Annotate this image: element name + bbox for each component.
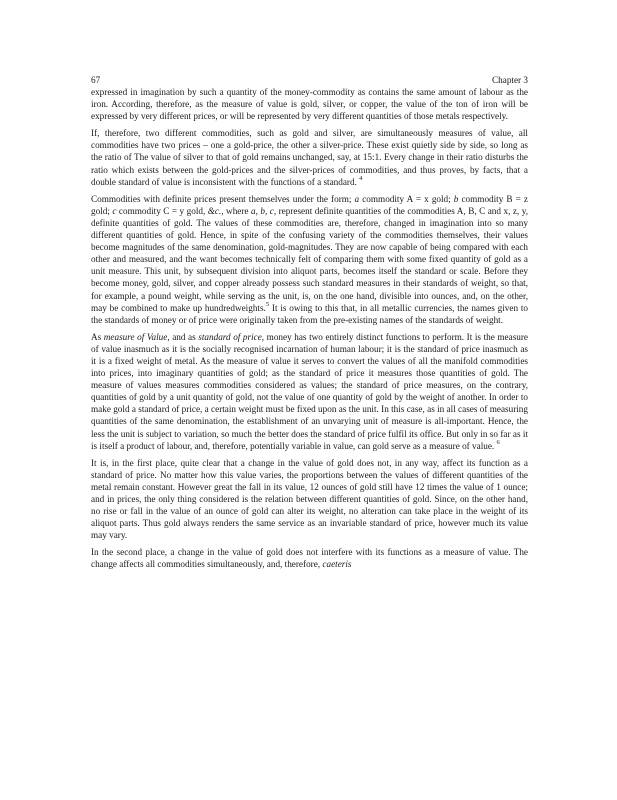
page-number: 67 — [91, 75, 101, 85]
paragraph-1: expressed in imagination by such a quantity of the money-commodity as contains the same amount of labour as the iron. According, therefore, as the measure of value is gold, silver, or copper, the value of the ton of iron will be expressed by very different prices, or will be represented by very different quantities of those metals respectively. — [91, 87, 528, 122]
body-text — [91, 86, 528, 576]
chapter-label: Chapter 3 — [492, 75, 528, 85]
paragraph-3: Commodities with definite prices present themselves under the form; a commodity A = x gold; b commodity B = z gold; c commodity C = y gold, &c., where a, b, c, represent definite quantities of the commodities A, B, C and x, z, y, definite quantities of gold. The values of these commodities are, therefore, changed in imagination into so many different quantities of gold. Hence, in spite of the confusing variety of the commodities themselves, their values become magnitudes of the same denomination, gold-magnitudes. They are now capable of being compared with each other and measured, and the want becomes technically felt of comparing them with some fixed quantity of gold as a unit measure. This unit, by subsequent division into aliquot parts, becomes itself the standard or scale. Before they become money, gold, silver, and copper already possess such standard measures in their standards of weight, so that, for example, a pound weight, while serving as the unit, is, on the one hand, divisible into ounces, and, on the other, may be combined to make up hundredweights.$^5$ It is owing to this that, in all metallic currencies, the names given to the standards of money or of price were originally taken from the pre-existing names of the standards of weight. — [91, 193, 529, 325]
paragraph-2: If, therefore, two different commodities, such as gold and silver, are simultaneously measures of value, all commodities have two prices – one a gold-price, the other a silver-price. These exist quietly side by side, so long as the ratio of The value of silver to that of gold remains unchanged, say, at 15:1. Every change in their ratio disturbs the ratio which exists between the gold-prices and the silver-prices of commodities, and thus proves, by facts, that a double standard of value is inconsistent with the functions of a standard. $^4$ — [91, 128, 528, 187]
paragraph-4: As measure of Value, and as standard of price, money has two entirely distinct functions to perform. It is the measure of value inasmuch as it is the socially recognised incarnation of human labour; it is the standard of price inasmuch as it is a fixed weight of metal. As the measure of value it serves to convert the values of all the manifold commodities into prices, into imaginary quantities of gold; as the standard of price it measures those quantities of gold. The measure of values measures commodities considered as values; the standard of price measures, on the contrary, quantities of gold by a unit quantity of gold, not the value of one quantity of gold by the weight of another. In order to make gold a standard of price, a certain weight must be fixed upon as the unit. In this case, as in all cases of measuring quantities of the same denomination, the establishment of an unvarying unit of measure is all-important. Hence, the less the unit is subject to variation, so much the better does the standard of price fulfil its office. But only in so far as it is itself a product of labour, and, therefore, potentially variable in value, can gold serve as a measure of value. $^6$ — [91, 331, 528, 451]
footnote-ref-4[interactable]: 4 — [359, 174, 363, 182]
paragraph-5: It is, in the first place, quite clear that a change in the value of gold does not, in any way, affect its function as a standard of price. No matter how this value varies, the proportions between the values of different quantities of the metal remain constant. However great the fall in its value, 12 ounces of gold still have 12 times the value of 1 ounce; and in prices, the only thing considered is the relation between different quantities of gold. Since, on the other hand, no rise or fall in the value of an ounce of gold can alter its weight, no alteration can take place in the weight of its aliquot parts. Thus gold always renders the same service as an invariable standard of price, however much its value may vary. — [91, 457, 528, 541]
footnote-ref-6[interactable]: 6 — [496, 438, 500, 446]
footnote-ref-5[interactable]: 5 — [265, 300, 270, 308]
paragraph-6: In the second place, a change in the value of gold does not interfere with its functions as a measure of value. The change affects all commodities simultaneously, and, therefore, caeteris — [91, 547, 528, 570]
page-header — [91, 75, 528, 86]
